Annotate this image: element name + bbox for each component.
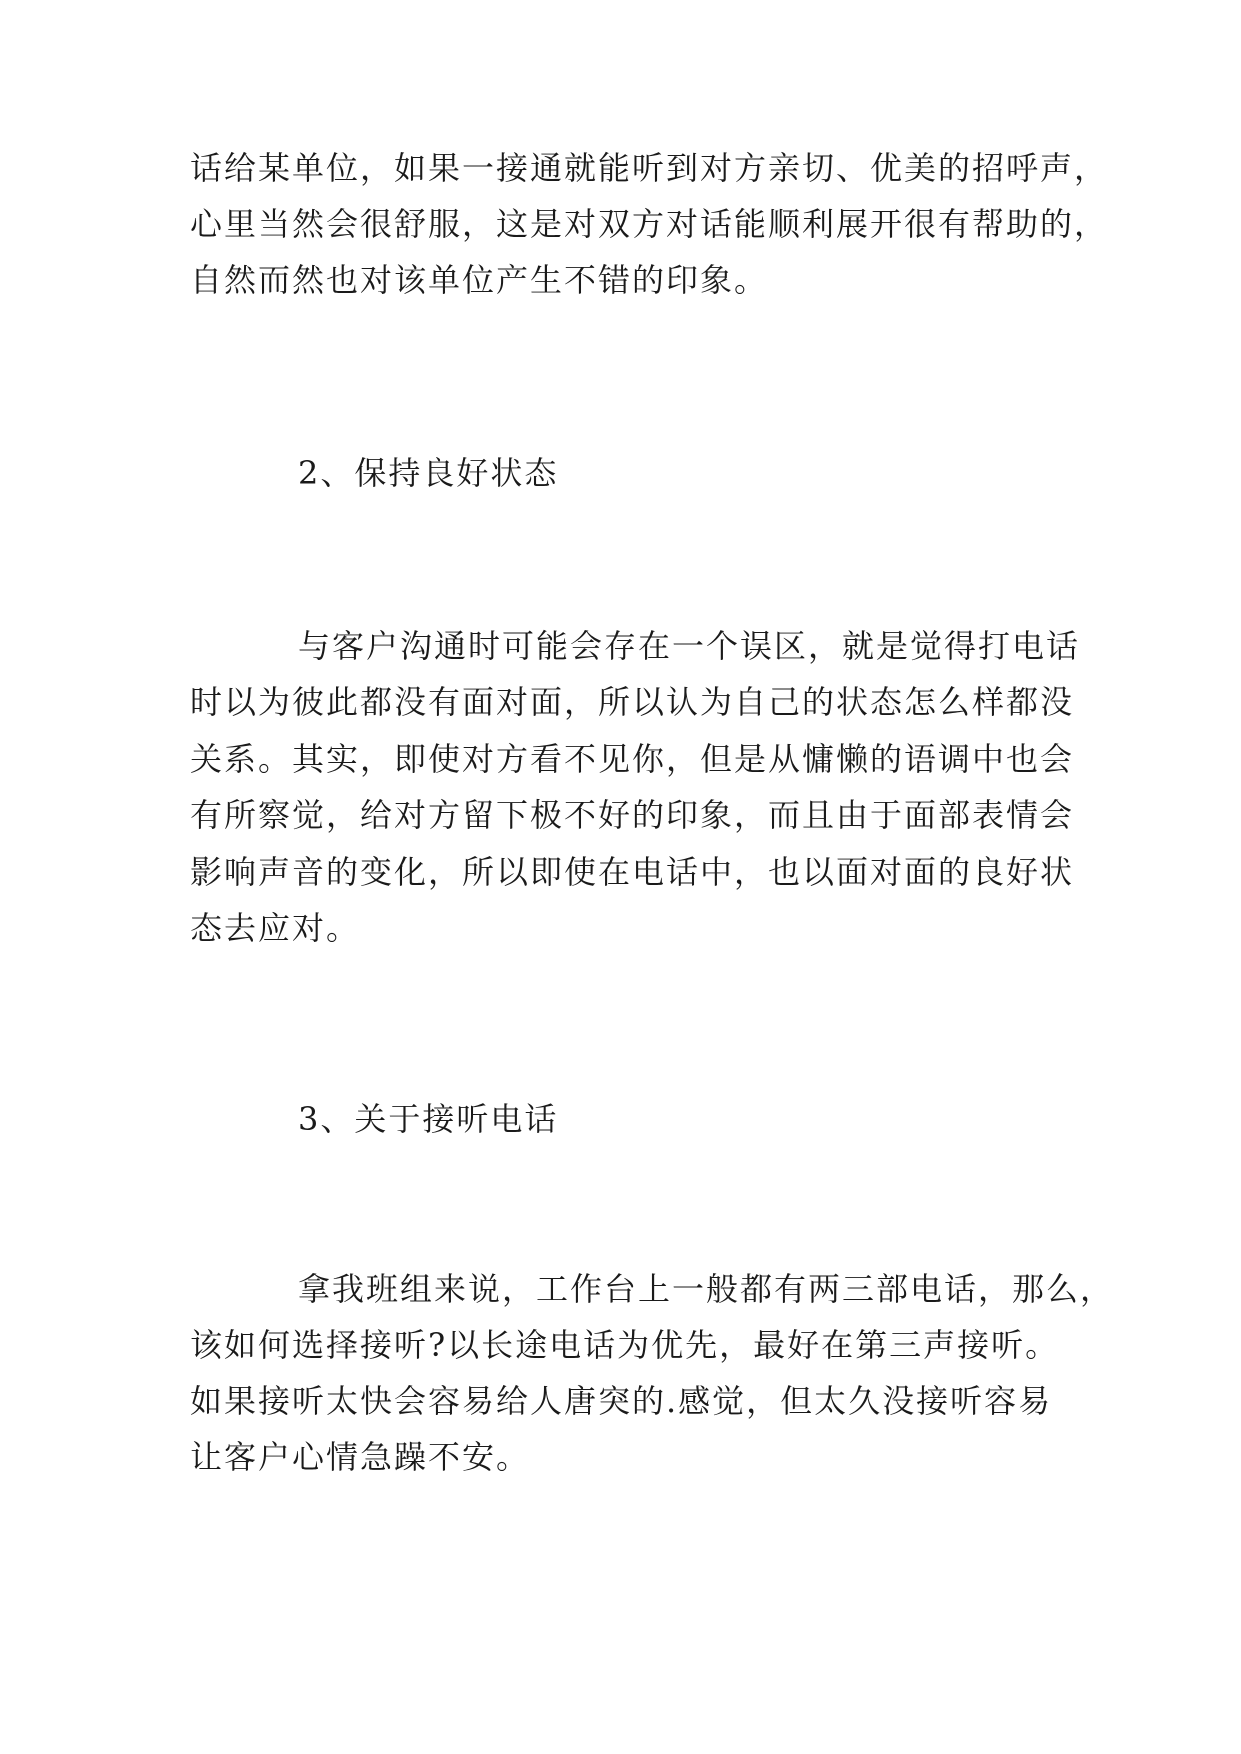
paragraph-3-line-2: 该如何选择接听?以长途电话为优先，最好在第三声接听。 bbox=[190, 1326, 1060, 1364]
paragraph-1-line-1: 话给某单位，如果一接通就能听到对方亲切、优美的招呼声， bbox=[190, 149, 1109, 187]
paragraph-2-line-4: 有所察觉，给对方留下极不好的印象，而且由于面部表情会 bbox=[190, 796, 1075, 834]
section-heading-3: 3、关于接听电话 bbox=[298, 1100, 559, 1138]
paragraph-2-line-3: 关系。其实，即使对方看不见你，但是从慵懒的语调中也会 bbox=[190, 740, 1075, 778]
paragraph-1-line-2: 心里当然会很舒服，这是对双方对话能顺利展开很有帮助的， bbox=[190, 205, 1109, 243]
paragraph-1-line-3: 自然而然也对该单位产生不错的印象。 bbox=[190, 261, 769, 299]
paragraph-2-line-2: 时以为彼此都没有面对面，所以认为自己的状态怎么样都没 bbox=[190, 683, 1075, 721]
paragraph-3-line-1: 拿我班组来说，工作台上一般都有两三部电话，那么， bbox=[298, 1270, 1115, 1308]
paragraph-2-line-5: 影响声音的变化，所以即使在电话中，也以面对面的良好状 bbox=[190, 853, 1075, 891]
paragraph-3-line-4: 让客户心情急躁不安。 bbox=[190, 1438, 531, 1476]
paragraph-3-line-3: 如果接听太快会容易给人唐突的.感觉，但太久没接听容易 bbox=[190, 1382, 1053, 1420]
paragraph-2-line-6: 态去应对。 bbox=[190, 909, 361, 947]
section-heading-2: 2、保持良好状态 bbox=[298, 454, 559, 492]
paragraph-2-line-1: 与客户沟通时可能会存在一个误区，就是觉得打电话 bbox=[298, 627, 1081, 665]
